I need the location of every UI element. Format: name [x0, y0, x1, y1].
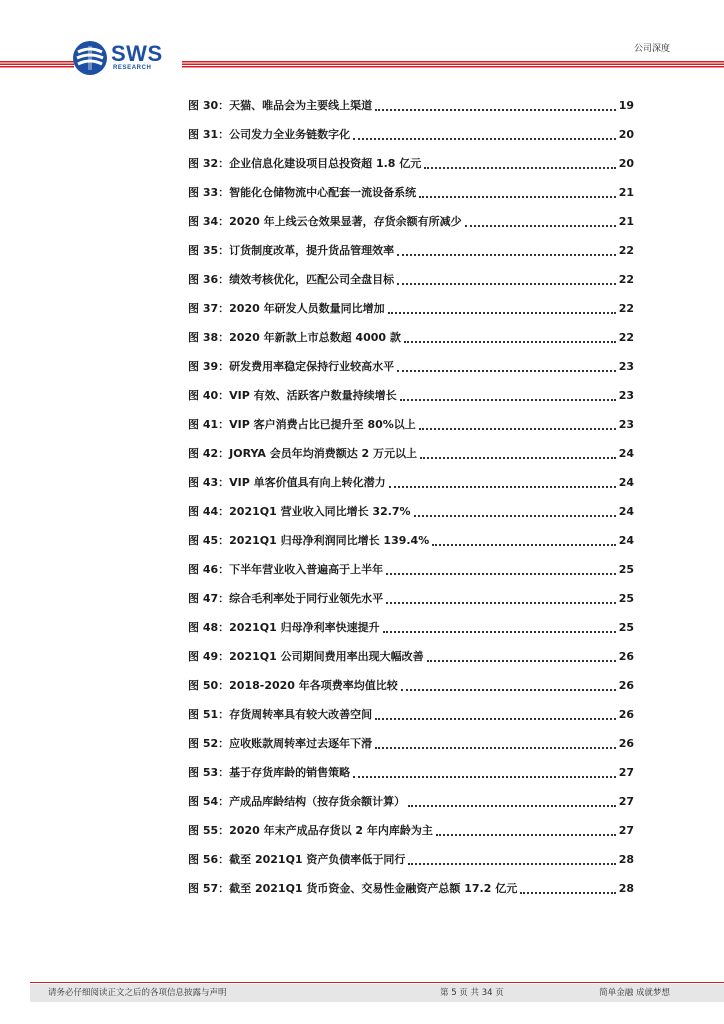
- toc-dot-leader: [383, 631, 616, 633]
- toc-dot-leader: [414, 515, 616, 517]
- toc-entry-label: 图 53：基于存货库龄的销售策略: [188, 765, 351, 779]
- toc-dot-leader: [408, 805, 616, 807]
- toc-entry-page-number: 19: [618, 98, 634, 112]
- toc-entry-page-number: 21: [618, 214, 634, 228]
- toc-entry-label: 图 39：研发费用率稳定保持行业较高水平: [188, 359, 395, 373]
- toc-entry[interactable]: [188, 613, 634, 642]
- toc-entry-label: 图 38：2020 年新款上市总数超 4000 款: [188, 330, 401, 344]
- toc-entry[interactable]: [188, 497, 634, 526]
- toc-entry-page-number: 23: [618, 388, 634, 402]
- toc-entry-page-number: 24: [618, 446, 634, 460]
- toc-entry[interactable]: [188, 874, 634, 903]
- toc-entry-label: 图 37：2020 年研发人员数量同比增加: [188, 301, 385, 315]
- toc-dot-leader: [386, 602, 616, 604]
- toc-dot-leader: [353, 776, 616, 778]
- toc-dot-leader: [427, 660, 616, 662]
- footer-slogan: 简单金融 成就梦想: [599, 988, 670, 998]
- toc-dot-leader: [419, 196, 616, 198]
- toc-entry-page-number: 26: [618, 736, 634, 750]
- toc-entry-page-number: 24: [618, 504, 634, 518]
- toc-dot-leader: [420, 457, 616, 459]
- toc-entry-label: 图 56：截至 2021Q1 资产负债率低于同行: [188, 852, 406, 866]
- toc-entry-label: 图 32：企业信息化建设项目总投资超 1.8 亿元: [188, 156, 422, 170]
- toc-entry-label: 图 45：2021Q1 归母净利润同比增长 139.4%: [188, 533, 430, 547]
- toc-entry-page-number: 26: [618, 678, 634, 692]
- toc-dot-leader: [375, 747, 616, 749]
- toc-entry-page-number: 24: [618, 475, 634, 489]
- toc-entry-label: 图 42：JORYA 会员年均消费额达 2 万元以上: [188, 446, 418, 460]
- toc-entry-label: 图 55：2020 年末产成品存货以 2 年内库龄为主: [188, 823, 433, 837]
- toc-entry[interactable]: [188, 265, 634, 294]
- toc-entry-page-number: 22: [618, 301, 634, 315]
- toc-entry[interactable]: [188, 816, 634, 845]
- toc-entry[interactable]: [188, 323, 634, 352]
- toc-entry-page-number: 28: [618, 852, 634, 866]
- toc-entry[interactable]: [188, 294, 634, 323]
- toc-entry-label: 图 48：2021Q1 归母净利率快速提升: [188, 620, 380, 634]
- toc-entry-label: 图 49：2021Q1 公司期间费用率出现大幅改善: [188, 649, 424, 663]
- footer-disclaimer: 请务必仔细阅读正文之后的各项信息披露与声明: [48, 988, 227, 998]
- toc-dot-leader: [375, 718, 616, 720]
- logo-text: SWS: [111, 41, 163, 66]
- toc-entry-label: 图 35：订货制度改革，提升货品管理效率: [188, 243, 395, 257]
- footer-page-info: 第 5 页 共 34 页: [440, 988, 504, 998]
- toc-dot-leader: [397, 283, 616, 285]
- toc-dot-leader: [465, 225, 616, 227]
- toc-entry-label: 图 57：截至 2021Q1 货币资金、交易性金融资产总额 17.2 亿元: [188, 881, 518, 895]
- toc-dot-leader: [388, 312, 616, 314]
- toc-entry[interactable]: [188, 787, 634, 816]
- toc-dot-leader: [436, 834, 616, 836]
- toc-entry-page-number: 25: [618, 591, 634, 605]
- toc-entry[interactable]: [188, 584, 634, 613]
- toc-entry[interactable]: [188, 671, 634, 700]
- toc-entry[interactable]: [188, 410, 634, 439]
- toc-entry-page-number: 22: [618, 243, 634, 257]
- toc-entry[interactable]: [188, 845, 634, 874]
- toc-entry-page-number: 25: [618, 562, 634, 576]
- toc-entry[interactable]: [188, 439, 634, 468]
- header-rule-right: [182, 61, 724, 68]
- toc-entry-page-number: 27: [618, 765, 634, 779]
- toc-dot-leader: [375, 109, 616, 111]
- toc-entry[interactable]: [188, 700, 634, 729]
- toc-entry-label: 图 46：下半年营业收入普遍高于上半年: [188, 562, 384, 576]
- toc-entry-page-number: 23: [618, 359, 634, 373]
- toc-entry-label: 图 36：绩效考核优化，匹配公司全盘目标: [188, 272, 395, 286]
- toc-entry-page-number: 28: [618, 881, 634, 895]
- toc-entry-page-number: 23: [618, 417, 634, 431]
- toc-entry-label: 图 44：2021Q1 营业收入同比增长 32.7%: [188, 504, 411, 518]
- toc-entry-label: 图 50：2018-2020 年各项费率均值比较: [188, 678, 398, 692]
- toc-entry-page-number: 26: [618, 649, 634, 663]
- toc-entry[interactable]: [188, 207, 634, 236]
- toc-entry-label: 图 54：产成品库龄结构（按存货余额计算）: [188, 794, 406, 808]
- toc-dot-leader: [432, 544, 615, 546]
- toc-entry[interactable]: [188, 352, 634, 381]
- figure-list-toc: [188, 91, 634, 903]
- toc-entry-page-number: 22: [618, 272, 634, 286]
- toc-dot-leader: [386, 573, 616, 575]
- toc-entry-label: 图 40：VIP 有效、活跃客户数量持续增长: [188, 388, 397, 402]
- toc-dot-leader: [397, 370, 616, 372]
- toc-entry-page-number: 27: [618, 794, 634, 808]
- sws-logo: [72, 40, 172, 76]
- toc-entry-label: 图 51：存货周转率具有较大改善空间: [188, 707, 373, 721]
- toc-entry-page-number: 24: [618, 533, 634, 547]
- toc-dot-leader: [353, 138, 616, 140]
- toc-entry[interactable]: [188, 526, 634, 555]
- sws-logo-mark-icon: [72, 40, 108, 76]
- footer-rule: [30, 982, 724, 983]
- toc-entry-page-number: 21: [618, 185, 634, 199]
- toc-entry-label: 图 31：公司发力全业务链数字化: [188, 127, 351, 141]
- report-type-label: 公司深度: [633, 44, 670, 54]
- toc-entry-label: 图 47：综合毛利率处于同行业领先水平: [188, 591, 384, 605]
- toc-dot-leader: [401, 689, 616, 691]
- toc-dot-leader: [389, 486, 616, 488]
- logo-subtext: RESEARCH: [113, 65, 152, 71]
- toc-dot-leader: [520, 892, 615, 894]
- toc-entry[interactable]: [188, 555, 634, 584]
- toc-dot-leader: [397, 254, 616, 256]
- toc-entry[interactable]: [188, 381, 634, 410]
- toc-entry[interactable]: [188, 758, 634, 787]
- toc-dot-leader: [408, 863, 615, 865]
- toc-entry[interactable]: [188, 178, 634, 207]
- toc-entry[interactable]: [188, 149, 634, 178]
- toc-entry-label: 图 43：VIP 单客价值具有向上转化潜力: [188, 475, 386, 489]
- toc-entry[interactable]: [188, 120, 634, 149]
- toc-entry-page-number: 27: [618, 823, 634, 837]
- toc-entry-page-number: 26: [618, 707, 634, 721]
- toc-entry[interactable]: [188, 91, 634, 120]
- toc-dot-leader: [400, 399, 616, 401]
- header-rule-left: [0, 61, 74, 68]
- toc-dot-leader: [424, 167, 615, 169]
- toc-entry-label: 图 30：天猫、唯品会为主要线上渠道: [188, 98, 373, 112]
- toc-entry[interactable]: [188, 468, 634, 497]
- toc-entry-page-number: 22: [618, 330, 634, 344]
- toc-entry-page-number: 25: [618, 620, 634, 634]
- toc-dot-leader: [419, 428, 616, 430]
- toc-entry-page-number: 20: [618, 127, 634, 141]
- toc-entry[interactable]: [188, 642, 634, 671]
- toc-dot-leader: [404, 341, 616, 343]
- toc-entry-label: 图 41：VIP 客户消费占比已提升至 80%以上: [188, 417, 416, 431]
- toc-entry[interactable]: [188, 729, 634, 758]
- toc-entry-page-number: 20: [618, 156, 634, 170]
- toc-entry-label: 图 34：2020 年上线云仓效果显著，存货余额有所减少: [188, 214, 462, 228]
- toc-entry[interactable]: [188, 236, 634, 265]
- toc-entry-label: 图 52：应收账款周转率过去逐年下滑: [188, 736, 373, 750]
- toc-entry-label: 图 33：智能化仓储物流中心配套一流设备系统: [188, 185, 417, 199]
